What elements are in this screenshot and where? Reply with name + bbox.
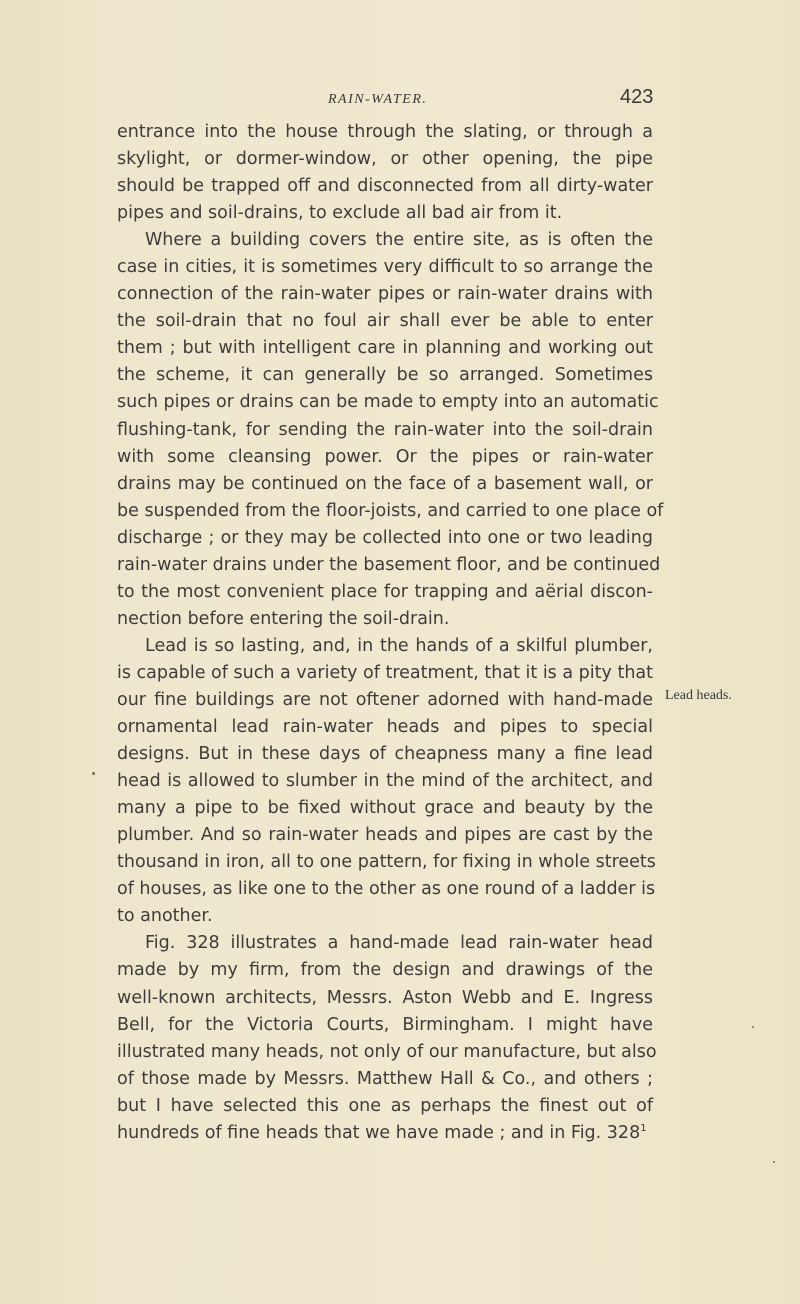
text-line: to the most convenient place for trapping and aërial discon- (117, 581, 653, 602)
text-line: but I have selected this one as perhaps the finest out of (117, 1095, 653, 1116)
text-line: thousand in iron, all to one pattern, for fixing in whole streets (117, 852, 656, 873)
text-line: be suspended from the floor-joists, and carried to one place of (117, 500, 664, 521)
text-line: the scheme, it can generally be so arranged. Sometimes (117, 365, 653, 386)
body-text (117, 119, 664, 1147)
text-line: Lead is so lasting, and, in the hands of a skilful plumber, (145, 635, 653, 656)
running-head: RAIN-WATER. (328, 92, 428, 107)
text-line: many a pipe to be fixed without grace and beauty by the (117, 798, 653, 819)
text-line: with some cleansing power. Or the pipes or rain-water (117, 446, 653, 467)
ink-speck (773, 1161, 775, 1163)
text-line: of houses, as like one to the other as one round of a ladder is (117, 879, 656, 900)
text-line: the soil-drain that no foul air shall ever be able to enter (117, 311, 653, 332)
text-line: case in cities, it is sometimes very difficult to so arrange the (117, 257, 653, 278)
text-line: designs. But in these days of cheapness many a fine lead (117, 744, 653, 765)
marginal-note: Lead heads. (665, 688, 732, 703)
page-number: 423 (620, 86, 654, 108)
text-line (117, 1120, 653, 1147)
text-line: to another. (117, 906, 213, 927)
text-line: discharge ; or they may be collected into one or two leading (117, 527, 653, 548)
text-line: Fig. 328 illustrates a hand-made lead rain-water head (145, 933, 653, 954)
ink-speck (752, 1026, 754, 1028)
text-line: made by my firm, from the design and drawings of the (117, 960, 653, 981)
text-line: flushing-tank, for sending the rain-water into the soil-drain (117, 419, 653, 440)
text-line: Where a building covers the entire site, as is often the (145, 230, 653, 251)
text-line: rain-water drains under the basement floor, and be continued (117, 554, 661, 575)
text-line: of those made by Messrs. Matthew Hall & Co., and others ; (117, 1068, 653, 1089)
text-line: head is allowed to slumber in the mind of the architect, and (117, 771, 653, 792)
text-line: entrance into the house through the slating, or through a (117, 122, 653, 142)
text-line: pipes and soil-drains, to exclude all bad air from it. (117, 203, 563, 224)
text-line: them ; but with intelligent care in planning and working out (117, 338, 653, 359)
text-line: illustrated many heads, not only of our manufacture, but also (117, 1041, 657, 1062)
page-header (0, 86, 800, 122)
footnote-marker: 1 (640, 1122, 647, 1134)
text-line: such pipes or drains can be made to empty into an automatic (117, 392, 659, 413)
ink-speck (92, 772, 95, 775)
text-line: is capable of such a variety of treatment, that it is a pity that (117, 662, 653, 683)
text-line-content: hundreds of fine heads that we have made ; and in Fig. 328 (117, 1122, 641, 1143)
text-line: well-known architects, Messrs. Aston Webb and E. Ingress (117, 987, 653, 1008)
text-line: ornamental lead rain-water heads and pipes to special (117, 717, 653, 738)
text-line: should be trapped off and disconnected from all dirty-water (117, 176, 653, 197)
text-line: connection of the rain-water pipes or rain-water drains with (117, 284, 653, 305)
text-line: nection before entering the soil-drain. (117, 608, 450, 629)
text-line: our fine buildings are not oftener adorned with hand-made (117, 689, 653, 710)
text-line: skylight, or dormer-window, or other opening, the pipe (117, 149, 653, 170)
text-line: drains may be continued on the face of a basement wall, or (117, 473, 653, 494)
text-line: Bell, for the Victoria Courts, Birmingham. I might have (117, 1014, 653, 1035)
text-line: plumber. And so rain-water heads and pipes are cast by the (117, 825, 653, 846)
